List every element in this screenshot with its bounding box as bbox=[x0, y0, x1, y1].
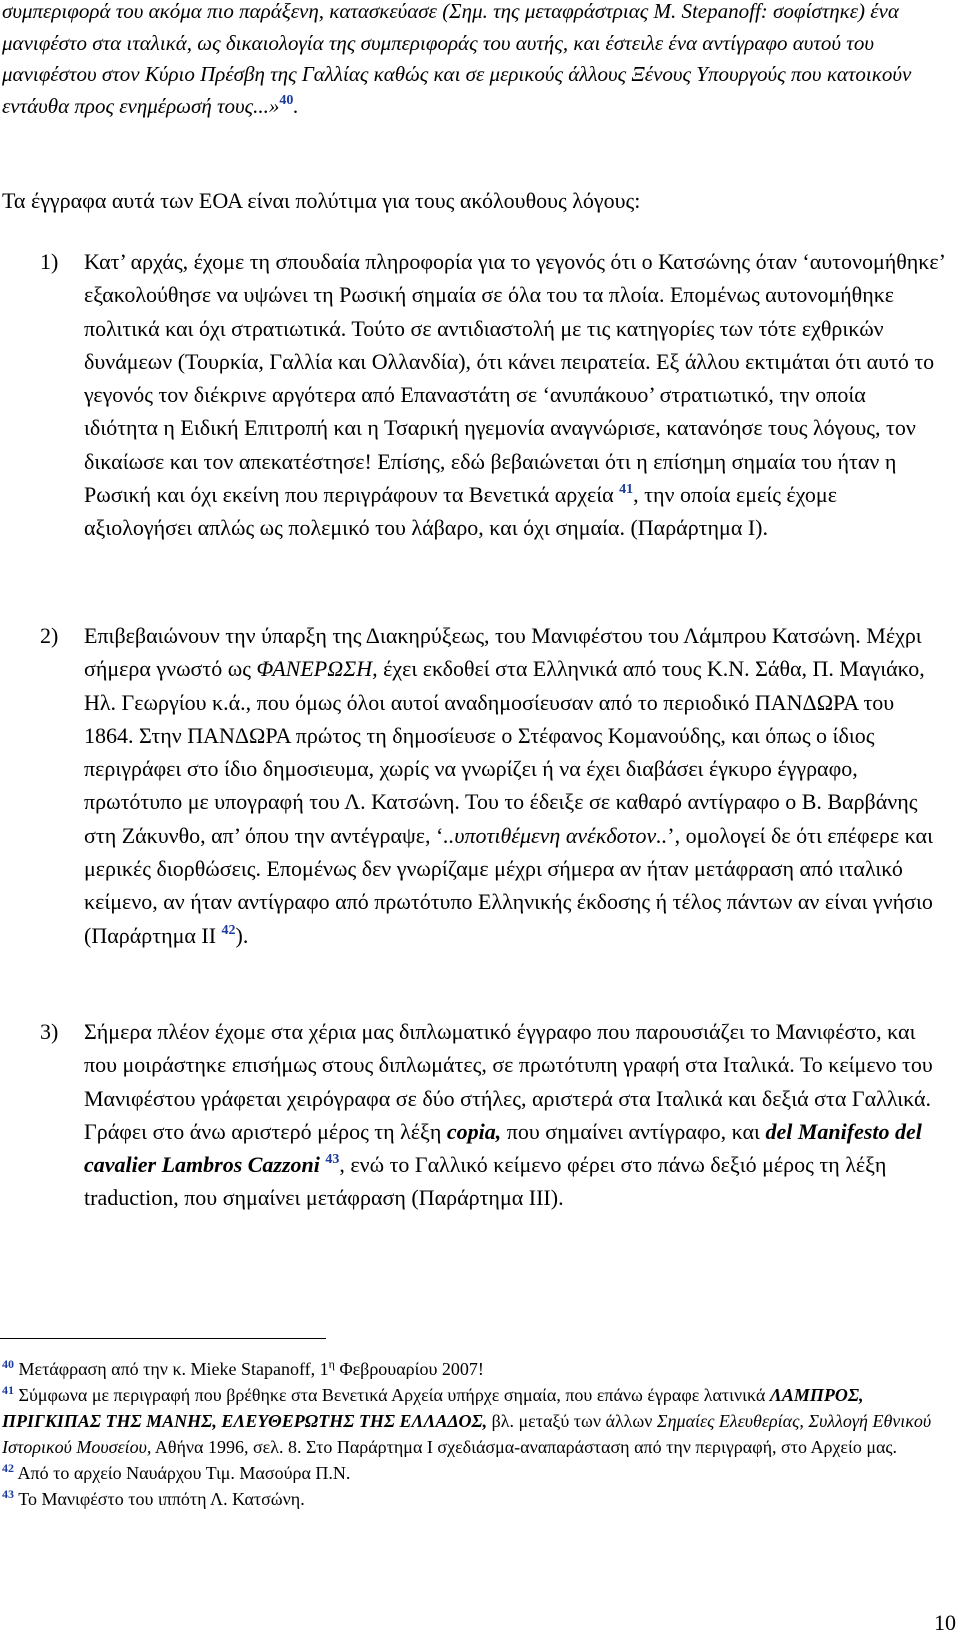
list-item-1 bbox=[40, 245, 945, 545]
intro-paragraph: Τα έγγραφα αυτά των ΕΟΑ είναι πολύτιμα για τους ακόλουθους λόγους: bbox=[2, 188, 641, 213]
page-number: 10 bbox=[934, 1610, 956, 1635]
quoted-text bbox=[2, 0, 947, 122]
list-number: 2) bbox=[40, 623, 59, 648]
footnote-ref-41[interactable]: 41 bbox=[619, 482, 634, 498]
list-number: 1) bbox=[40, 249, 59, 274]
footnote-ref-42[interactable]: 42 bbox=[221, 922, 236, 938]
list-item-2 bbox=[40, 619, 945, 952]
footnote-42: $^{42}$ Από το αρχείο Ναυάρχου Τιμ. Μασούρα Π.Ν. bbox=[2, 1461, 351, 1483]
footnote-ref-40[interactable]: 40 bbox=[279, 92, 294, 108]
quote-end: . bbox=[293, 93, 299, 118]
quote-body: συμπεριφορά του ακόμα πιο παράξενη, κατασκεύασε (Σημ. της μεταφράστριας M. Stepanoff: σοφίστηκε) ένα μανιφέστο στα ιταλικά, ως δικαιολογία της συμπεριφοράς του αυτής, και έστειλε ένα αντίγραφο αυτού του μανιφέστου στον Κύριο Πρέσβη της Γαλλίας καθώς και σε μερικούς άλλους Ξένους Υπουργούς που κατοικούν εντάυθα προς ενημέρωσή τους...» bbox=[2, 0, 912, 118]
list-item-3 bbox=[40, 1015, 945, 1215]
footnote-40: $^{40}$ Μετάφραση από την κ. Mieke Stapanoff, $1^\eta$ Φεβρουαρίου 2007! bbox=[2, 1357, 484, 1379]
list-item-text: Σήμερα πλέον έχομε στα χέρια μας διπλωματικό έγγραφο που παρουσιάζει το Μανιφέστο, και που μοιράστηκε επισήμως στους διπλωμάτες, σε πρωτότυπη γραφή στα Ιταλικά. Το κείμενο του Μανιφέστου γράφεται χειρόγραφα σε δύο στήλες, αριστερά στα Ιταλικά και δεξιά στα Γαλλικά. Γράφει στο άνω αριστερό μέρος τη λέξη copia, που σημαίνει αντίγραφο, και del Manifesto del cavalier Lambros Cazzoni $^{43}$, ενώ το Γαλλικό κείμενο φέρει στο πάνω δεξιό μέρος τη λέξη traduction, που σημαίνει μετάφραση (Παράρτημα ΙΙΙ). bbox=[84, 1019, 933, 1211]
list-item-text: Επιβεβαιώνουν την ύπαρξη της Διακηρύξεως, του Μανιφέστου του Λάμπρου Κατσώνη. Μέχρι σήμερα γνωστό ως ΦΑΝΕΡΩΣΗ, έχει εκδοθεί στα Ελληνικά από τους Κ.Ν. Σάθα, Π. Μαγιάκο, Ηλ. Γεωργίου κ.ά., που όμως όλοι αυτοί αναδημοσίευσαν από το περιοδικό ΠΑΝΔΩΡΑ του 1864. Στην ΠΑΝΔΩΡΑ πρώτος τη δημοσίευσε ο Στέφανος Κομανούδης, και όπως ο ίδιος περιγράφει στο ίδιο δημοσιευμα, χωρίς να γνωρίζει ή να έχει διαβάσει έγκυρο έγγραφο, πρωτότυπο με υπογραφή του Λ. Κατσώνη. Του το έδειξε σε καθαρό αντίγραφο ο Β. Βαρβάνης στη Ζάκυνθο, απ’ όπου την αντέγραψε, ‘..υποτιθέμενη ανέκδοτον..’, ομολογεί δε ότι επέφερε και μερικές διορθώσεις. Επομένως δεν γνωρίζαμε μέχρι σήμερα αν ήταν μετάφραση από ιταλικό κείμενο, αν ήταν αντίγραφο από πρωτότυπο Ελληνικής έκδοσης ή τέλος πάντων αν είναι γνήσιο (Παράρτημα ΙΙ $^{42}$). bbox=[84, 623, 933, 948]
footnote-43: $^{43}$ Το Μανιφέστο του ιππότη Λ. Κατσώνη. bbox=[2, 1487, 305, 1509]
footnote-separator bbox=[0, 1338, 326, 1339]
footnote-41: $^{41}$ Σύμφωνα με περιγραφή που βρέθηκε στα Βενετικά Αρχεία υπήρχε σημαία, που επάνω έγραφε λατινικά ΛΑΜΠΡΟΣ, ΠΡΙΓΚΙΠΑΣ ΤΗΣ ΜΑΝΗΣ, ΕΛΕΥΘΕΡΩΤΗΣ ΤΗΣ ΕΛΛΑΔΟΣ, βλ. μεταξύ των άλλων Σημαίες Ελευθερίας, Συλλογή Εθνικού Ιστορικού Μουσείου, Αθήνα 1996, σελ. 8. Στο Παράρτημα Ι σχεδιάσμα-αναπαράσταση από την περιγραφή, στο Αρχείο μας. bbox=[2, 1383, 932, 1457]
list-number: 3) bbox=[40, 1019, 59, 1044]
list-item-text: Κατ’ αρχάς, έχομε τη σπουδαία πληροφορία για το γεγονός ότι ο Κατσώνης όταν ‘αυτονομήθηκε’ εξακολούθησε να υψώνει τη Ρωσική σημαία σε όλα του τα πλοία. Επομένως αυτονομήθηκε πολιτικά και όχι στρατιωτικά. Τούτο σε αντιδιαστολή με τις κατηγορίες των τότε εχθρικών δυνάμεων (Τουρκία, Γαλλία και Ολλανδία), ότι κάνει πειρατεία. Εξ άλλου εκτιμάται ότι αυτό το γεγονός τον διέκρινε αργότερα από Επαναστάτη σε ‘ανυπάκουο’ στρατιωτικό, την οποία ιδιότητα η Ειδική Επιτροπή και η Τσαρική ηγεμονία αναγνώρισε, κατανόησε τους λόγους, τον δικαίωσε και τον απεκατέστησε! Επίσης, εδώ βεβαιώνεται ότι η επίσημη σημαία του ήταν η Ρωσική και όχι εκείνη που περιγράφουν τα Βενετικά αρχεία $^{41}$, την οποία εμείς έχομε αξιολογήσει απλώς ως πολεμικό του λάβαρο, και όχι σημαία. (Παράρτημα Ι). bbox=[84, 249, 945, 541]
footnotes bbox=[2, 1356, 957, 1512]
footnote-ref-43[interactable]: 43 bbox=[325, 1152, 340, 1168]
